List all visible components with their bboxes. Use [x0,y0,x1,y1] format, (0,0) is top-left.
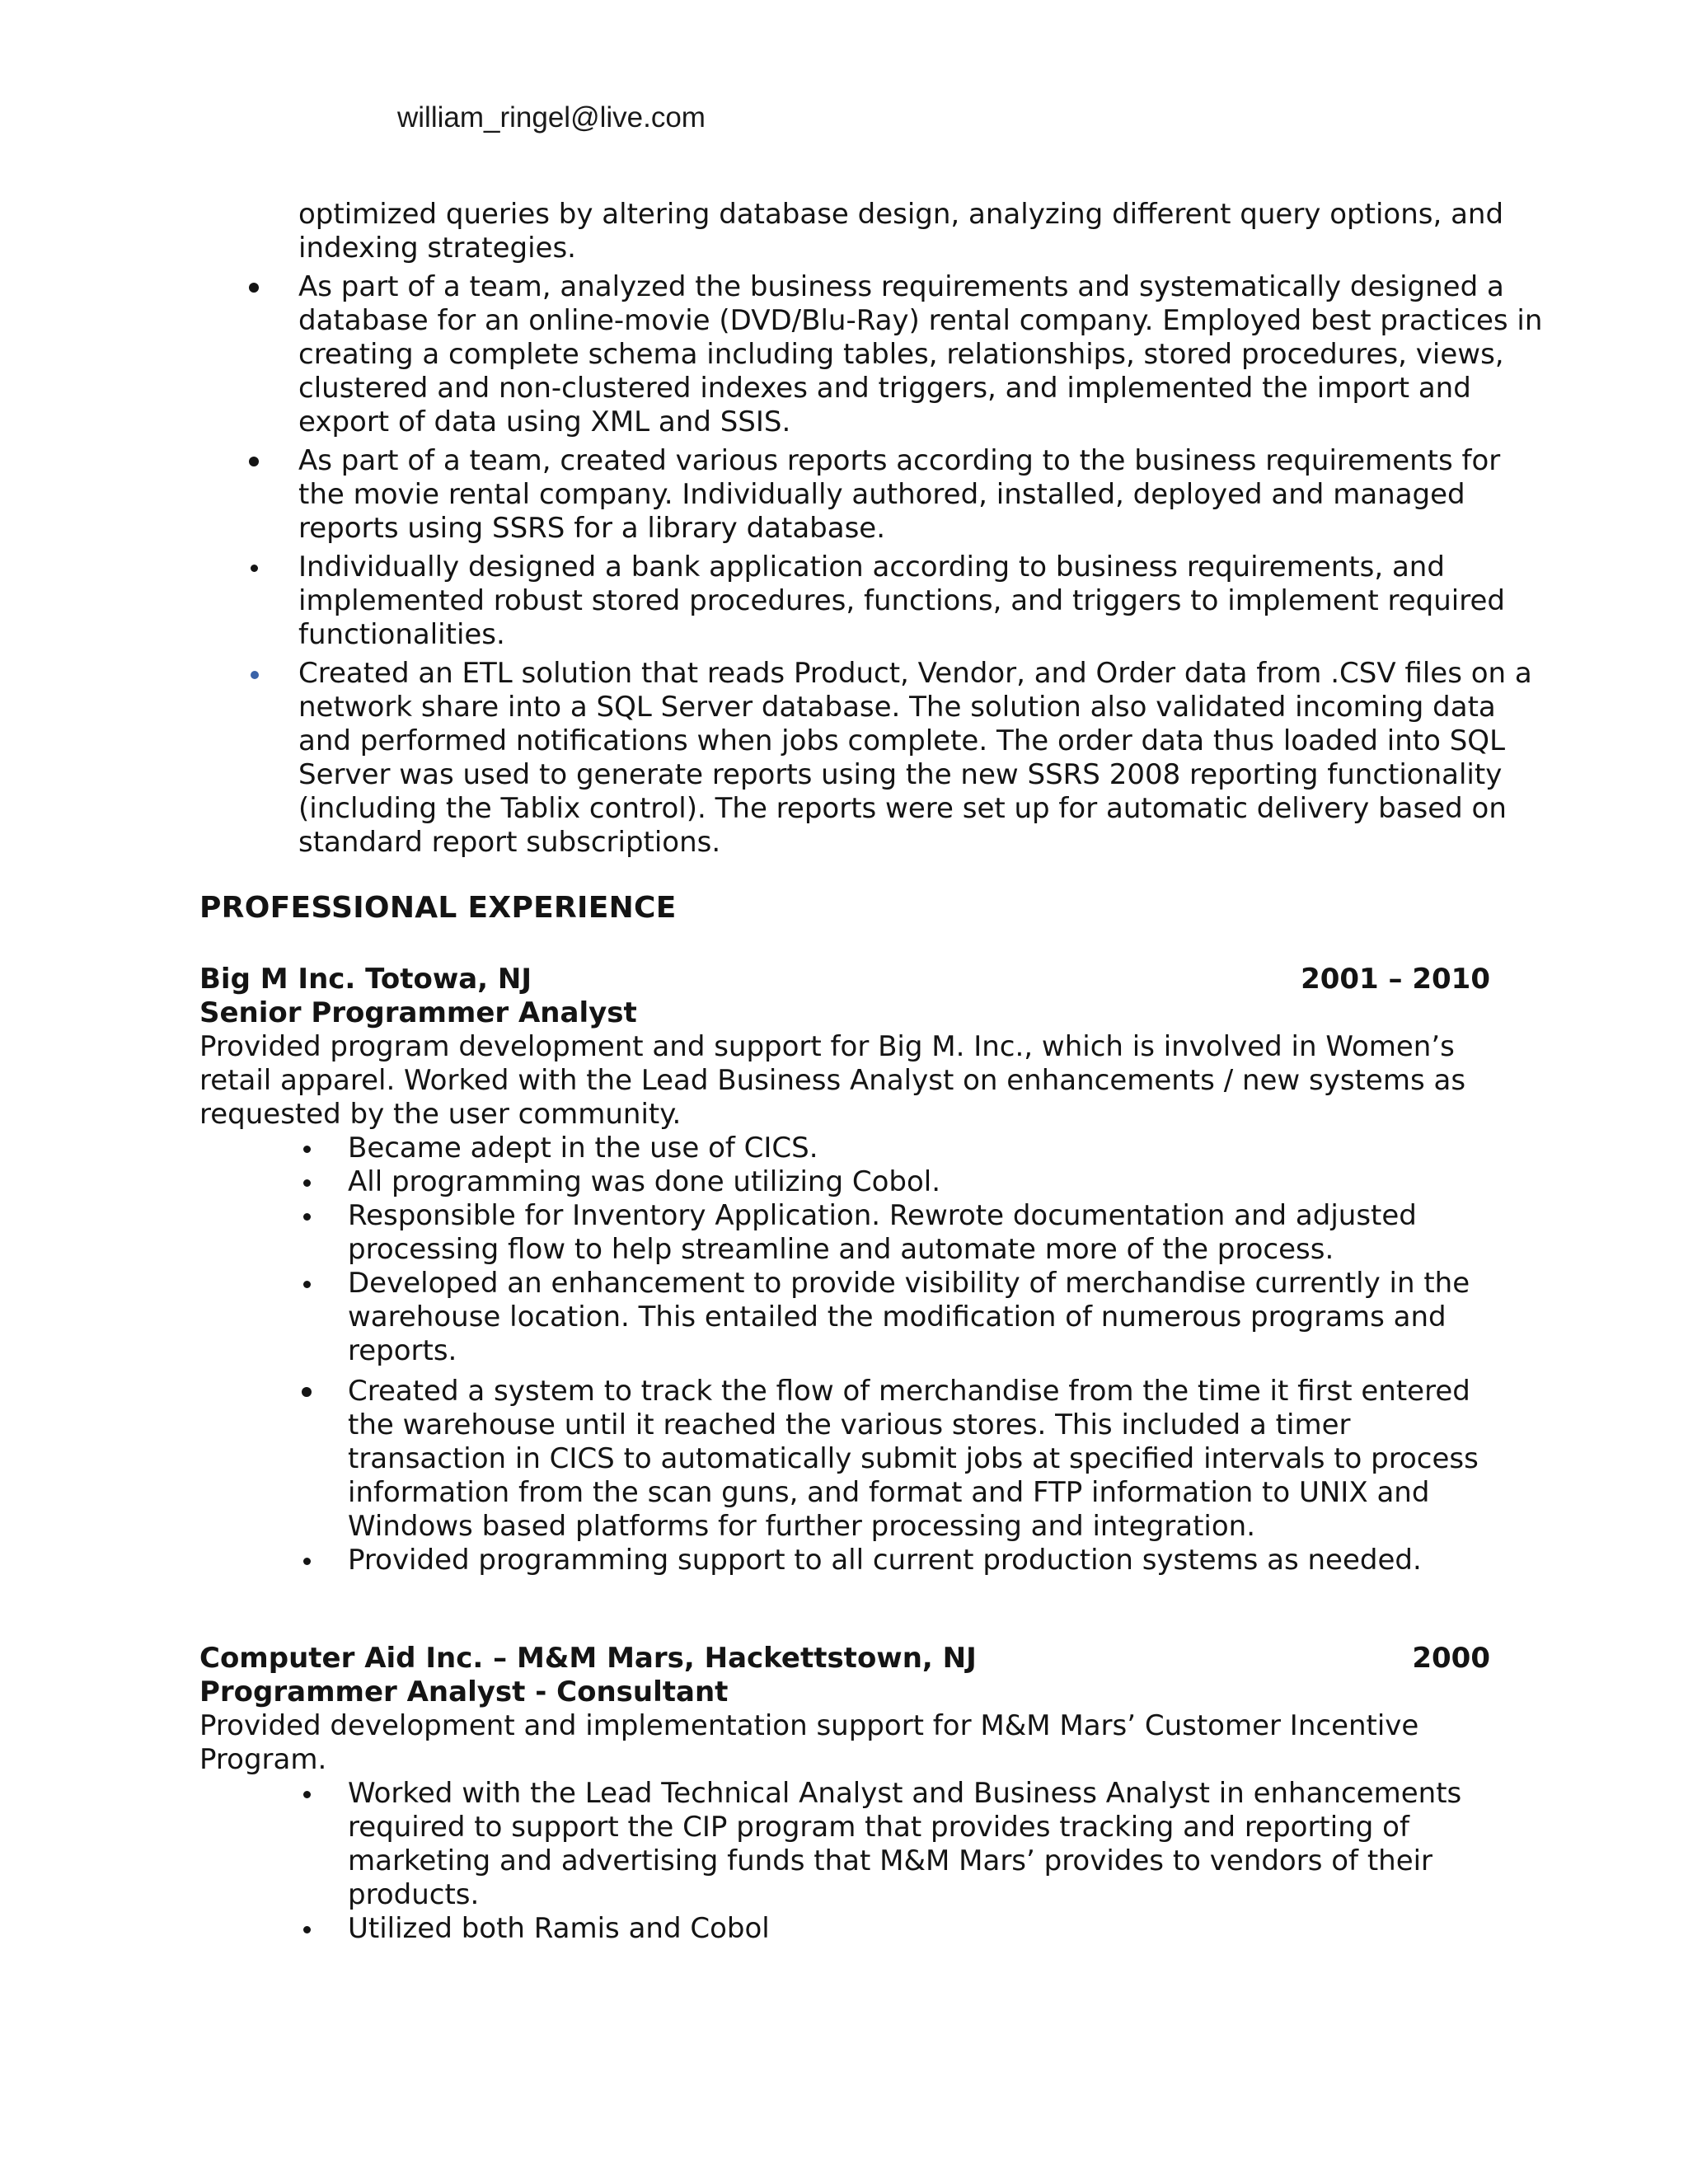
job-bullet-list [199,1132,1490,1577]
list-item [0,551,1550,652]
list-item-text: Became adept in the use of CICS. [348,1132,818,1165]
list-item [199,1375,1490,1544]
list-item-text: Worked with the Lead Technical Analyst and Business Analyst in enhancements required to support the CIP program that provides tracking and reporting of marketing and advertising funds that M&M Mars’ provides to vendors of their products. [348,1777,1462,1911]
list-item [199,1267,1490,1368]
list-item [199,1544,1490,1577]
list-item [199,1777,1490,1912]
list-item [199,1912,1490,1946]
bullet-icon [251,671,259,679]
list-item-text: Created an ETL solution that reads Product, Vendor, and Order data from .CSV files on a network share into a SQL Server database. The solution also validated incoming data and performed notifications when jobs complete. The order data thus loaded into SQL Server was used to generate reports using the new SSRS 2008 reporting functionality (including the Tablix control). The reports were set up for automatic delivery based on standard report subscriptions. [298,657,1532,859]
job-description: Provided development and implementation support for M&M Mars’ Customer Incentive Program. [199,1709,1419,1776]
job-dates: 2000 [1412,1642,1490,1675]
list-item [199,1132,1490,1165]
list-item-text: Utilized both Ramis and Cobol [348,1912,770,1945]
list-item-text: All programming was done utilizing Cobol. [348,1165,941,1198]
job-title: Programmer Analyst - Consultant [199,1675,729,1708]
list-item-text: As part of a team, created various reports according to the business requirements for the movie rental company. Individually authored, installed, deployed and managed reports using SSRS for a library database. [298,444,1501,545]
list-item [0,444,1550,546]
email-address: william_ringel@live.com [397,101,706,134]
section-heading-experience: PROFESSIONAL EXPERIENCE [199,891,677,925]
list-item-text: optimized queries by altering database design, analyzing different query options, and indexing strategies. [298,198,1504,265]
list-item [0,270,1550,439]
job-header [199,1642,1490,1675]
bullet-icon [303,1558,311,1565]
job-title: Senior Programmer Analyst [199,996,637,1029]
bullet-icon [249,457,259,466]
list-item-text: Provided programming support to all current production systems as needed. [348,1544,1422,1577]
job-description: Provided program development and support for Big M. Inc., which is involved in Women’s retail apparel. Worked with the Lead Business Analyst on enhancements / new systems as requested by the user community. [199,1030,1466,1131]
bullet-icon [249,283,259,293]
bullet-icon [251,565,258,572]
list-item-text: As part of a team, analyzed the business requirements and systematically designed a database for an online-movie (DVD/Blu-Ray) rental company. Employed best practices in creating a complete schema including tables, relationships, stored procedures, views, clustered and non-clustered indexes and triggers, and implemented the import and export of data using XML and SSIS. [298,270,1543,438]
list-item-text: Developed an enhancement to provide visibility of merchandise currently in the warehouse location. This entailed the modification of numerous programs and reports. [348,1267,1470,1367]
list-item-text: Created a system to track the flow of merchandise from the time it first entered the warehouse until it reached the various stores. This included a timer transaction in CICS to automatically submit jobs at specified intervals to process information from the scan guns, and format and FTP information to UNIX and Windows based platforms for further processing and integration. [348,1375,1479,1543]
list-item [199,1165,1490,1199]
job-header [199,963,1490,996]
list-item-text: Responsible for Inventory Application. Rewrote documentation and adjusted processing flow to help streamline and automate more of the process. [348,1199,1417,1266]
job-company: Big M Inc. Totowa, NJ [199,963,532,996]
job-entry [199,1642,1490,1946]
job-bullet-list [199,1777,1490,1946]
bullet-icon [302,1387,312,1397]
list-item [0,657,1550,860]
bullet-icon [303,1179,311,1187]
job-dates: 2001 – 2010 [1301,963,1490,996]
job-entry [199,963,1490,1577]
list-item [199,1199,1490,1267]
bullet-icon [303,1213,311,1221]
bullet-icon [303,1926,311,1933]
bullet-icon [303,1791,311,1798]
job-company: Computer Aid Inc. – M&M Mars, Hackettstown, NJ [199,1642,977,1675]
list-item [0,198,1550,265]
project-list [0,198,1550,865]
bullet-icon [303,1146,311,1153]
list-item-text: Individually designed a bank application according to business requirements, and implemented robust stored procedures, functions, and triggers to implement required functionalities. [298,551,1505,651]
bullet-icon [303,1281,311,1288]
